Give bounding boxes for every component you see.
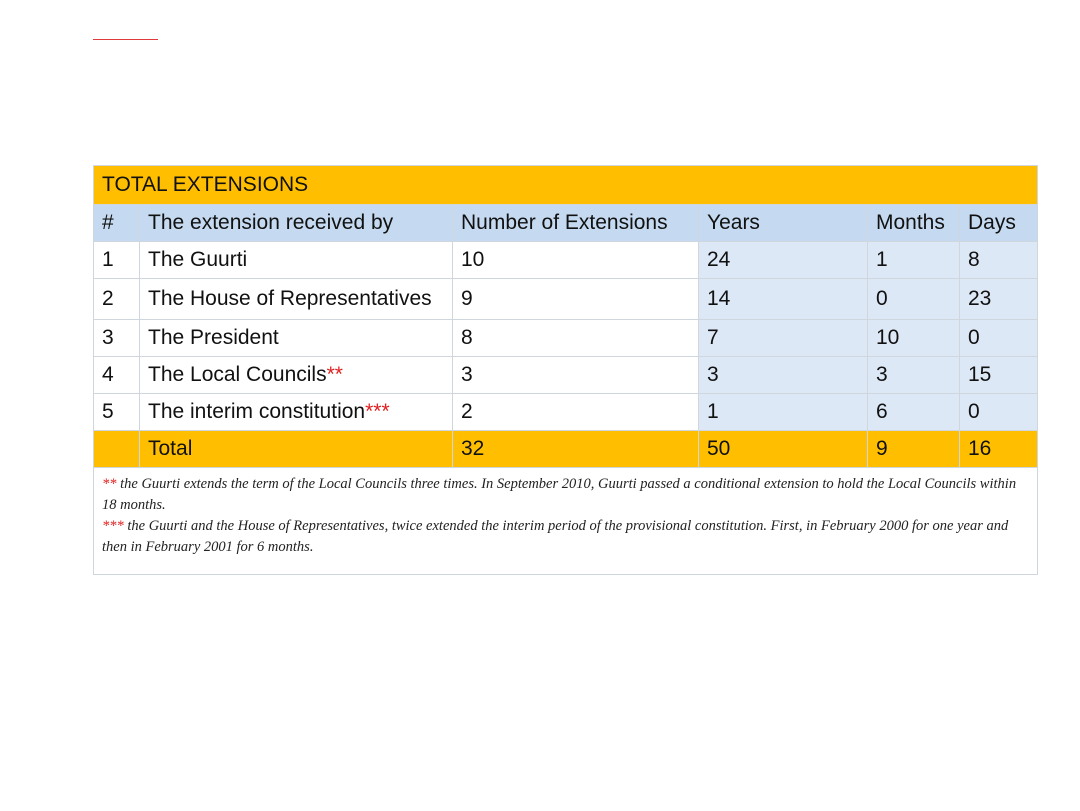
row-extensions: 9 [453, 279, 699, 320]
row-name: The House of Representatives [148, 287, 432, 310]
table-footnotes [94, 468, 1038, 575]
footnote-asterisks: *** [102, 518, 124, 534]
row-name: The Guurti [148, 248, 248, 271]
row-extensions: 8 [453, 320, 699, 357]
row-name-cell [140, 242, 453, 279]
row-months: 1 [868, 242, 960, 279]
header-days: Days [960, 205, 1038, 242]
footnote-text: the Guurti extends the term of the Local Councils three times. In September 2010, Guurti passed a conditional extension to hold the Local Councils within 18 months. [102, 476, 1017, 513]
row-extensions: 3 [453, 357, 699, 394]
table-row [94, 242, 1038, 279]
total-years: 50 [699, 431, 868, 468]
row-name: The President [148, 326, 279, 349]
header-received-by: The extension received by [140, 205, 453, 242]
table-title-row [94, 166, 1038, 205]
table-title: TOTAL EXTENSIONS [94, 166, 1038, 205]
total-days: 16 [960, 431, 1038, 468]
row-name: The interim constitution [148, 400, 366, 423]
footnote-asterisks: ** [102, 476, 117, 492]
header-number-of-extensions: Number of Extensions [453, 205, 699, 242]
row-years: 14 [699, 279, 868, 320]
table-row [94, 320, 1038, 357]
row-months: 3 [868, 357, 960, 394]
row-years: 1 [699, 394, 868, 431]
footnote [102, 474, 1029, 516]
row-name-cell [140, 357, 453, 394]
footnote-text: the Guurti and the House of Representatives, twice extended the interim period of the provisional constitution. First, in February 2000 for one year and then in February 2001 for 6 months. [102, 518, 1009, 555]
row-asterisks: *** [365, 400, 390, 423]
total-extensions: 32 [453, 431, 699, 468]
row-months: 0 [868, 279, 960, 320]
row-name: The Local Councils [148, 363, 327, 386]
row-name-cell [140, 320, 453, 357]
row-months: 6 [868, 394, 960, 431]
header-years: Years [699, 205, 868, 242]
total-months: 9 [868, 431, 960, 468]
table-row [94, 394, 1038, 431]
row-days: 8 [960, 242, 1038, 279]
row-days: 23 [960, 279, 1038, 320]
header-number: # [94, 205, 140, 242]
table-row [94, 279, 1038, 320]
table-notes-row [94, 468, 1038, 575]
table-header-row [94, 205, 1038, 242]
footnote [102, 516, 1029, 558]
row-days: 0 [960, 320, 1038, 357]
row-days: 0 [960, 394, 1038, 431]
row-days: 15 [960, 357, 1038, 394]
row-number: 2 [94, 279, 140, 320]
row-extensions: 2 [453, 394, 699, 431]
row-number: 5 [94, 394, 140, 431]
row-number: 1 [94, 242, 140, 279]
row-months: 10 [868, 320, 960, 357]
row-years: 3 [699, 357, 868, 394]
table-total-row [94, 431, 1038, 468]
row-name-cell [140, 394, 453, 431]
row-years: 7 [699, 320, 868, 357]
row-extensions: 10 [453, 242, 699, 279]
row-years: 24 [699, 242, 868, 279]
total-empty-cell [94, 431, 140, 468]
table-row [94, 357, 1038, 394]
row-asterisks: ** [326, 363, 343, 386]
row-number: 4 [94, 357, 140, 394]
red-underline-mark [93, 39, 158, 40]
row-name-cell [140, 279, 453, 320]
total-extensions-table [93, 165, 1038, 575]
header-months: Months [868, 205, 960, 242]
row-number: 3 [94, 320, 140, 357]
total-label: Total [140, 431, 453, 468]
